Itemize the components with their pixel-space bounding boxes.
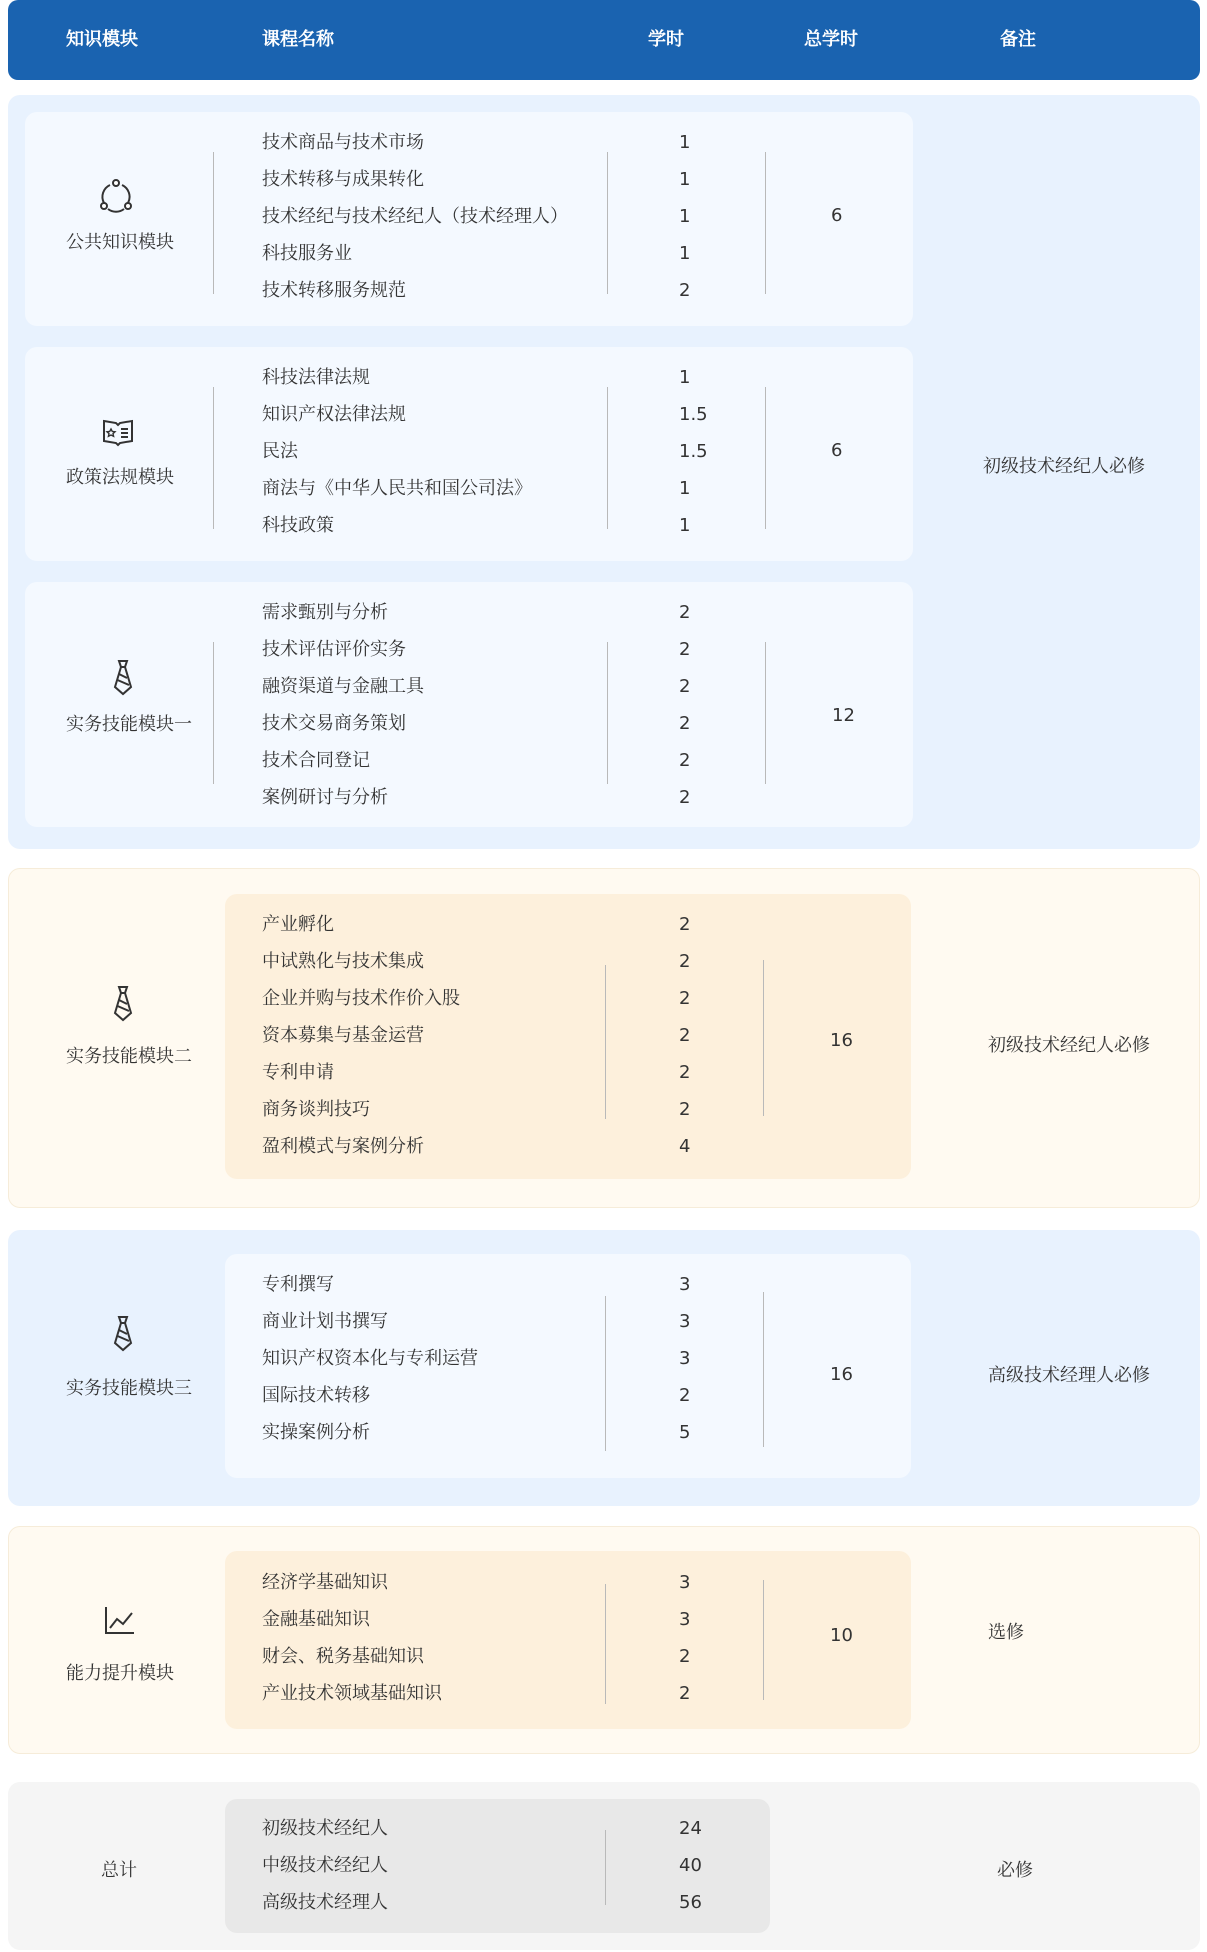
course-hours: 2 <box>679 1683 691 1704</box>
divider <box>765 152 766 294</box>
course-name: 融资渠道与金融工具 <box>262 676 424 697</box>
group-note: 选修 <box>988 1622 1024 1643</box>
course-name: 技术交易商务策划 <box>262 713 406 734</box>
law-book-icon <box>98 411 138 451</box>
course-hours: 2 <box>679 1099 691 1120</box>
course-hours: 2 <box>679 988 691 1009</box>
divider <box>213 387 214 529</box>
course-hours: 2 <box>679 1062 691 1083</box>
course-name: 技术经纪与技术经纪人（技术经理人） <box>262 206 568 227</box>
divider <box>765 642 766 784</box>
course-name: 技术合同登记 <box>262 750 370 771</box>
divider <box>763 1580 764 1700</box>
divider <box>763 960 764 1116</box>
course-name: 产业技术领域基础知识 <box>262 1683 442 1704</box>
course-name: 知识产权资本化与专利运营 <box>262 1348 478 1369</box>
divider <box>605 1296 606 1451</box>
line-chart-icon <box>100 1601 140 1641</box>
module-total: 12 <box>832 705 855 726</box>
course-name: 高级技术经理人 <box>262 1892 388 1913</box>
course-hours: 1.5 <box>679 404 708 425</box>
course-name: 技术商品与技术市场 <box>262 132 424 153</box>
course-hours: 2 <box>679 280 691 301</box>
course-hours: 2 <box>679 951 691 972</box>
module-total: 16 <box>830 1030 853 1051</box>
divider <box>607 642 608 784</box>
course-name: 技术评估评价实务 <box>262 639 406 660</box>
group-note: 必修 <box>997 1860 1033 1881</box>
divider <box>605 1830 606 1905</box>
course-name: 商法与《中华人民共和国公司法》 <box>262 478 532 499</box>
course-name: 国际技术转移 <box>262 1385 370 1406</box>
course-hours: 2 <box>679 1646 691 1667</box>
network-cycle-icon <box>96 176 136 216</box>
course-hours: 1 <box>679 206 691 227</box>
course-hours: 3 <box>679 1348 691 1369</box>
header-module: 知识模块 <box>66 29 138 50</box>
course-name: 技术转移服务规范 <box>262 280 406 301</box>
course-name: 产业孵化 <box>262 914 334 935</box>
course-hours: 56 <box>679 1892 702 1913</box>
course-hours: 1 <box>679 169 691 190</box>
course-name: 商务谈判技巧 <box>262 1099 370 1120</box>
course-hours: 1 <box>679 132 691 153</box>
course-name: 科技法律法规 <box>262 367 370 388</box>
header-note: 备注 <box>1000 29 1036 50</box>
course-hours: 3 <box>679 1274 691 1295</box>
course-name: 科技政策 <box>262 515 334 536</box>
divider <box>605 965 606 1119</box>
divider <box>213 642 214 784</box>
header-hours: 学时 <box>648 29 684 50</box>
course-name: 商业计划书撰写 <box>262 1311 388 1332</box>
course-name: 盈利模式与案例分析 <box>262 1136 424 1157</box>
module-total: 16 <box>830 1364 853 1385</box>
course-hours: 24 <box>679 1818 702 1839</box>
module-name: 能力提升模块 <box>66 1663 174 1684</box>
course-hours: 2 <box>679 1385 691 1406</box>
summary-label: 总计 <box>101 1860 137 1881</box>
divider <box>607 387 608 529</box>
module-name: 政策法规模块 <box>66 467 174 488</box>
course-hours: 2 <box>679 602 691 623</box>
course-hours: 2 <box>679 676 691 697</box>
table-header <box>8 0 1200 80</box>
course-name: 金融基础知识 <box>262 1609 370 1630</box>
module-card-practice-1 <box>25 582 913 827</box>
course-name: 需求甄别与分析 <box>262 602 388 623</box>
module-card-policy <box>25 347 913 561</box>
course-hours: 2 <box>679 1025 691 1046</box>
course-hours: 4 <box>679 1136 691 1157</box>
course-name: 知识产权法律法规 <box>262 404 406 425</box>
module-total: 6 <box>831 440 843 461</box>
course-name: 技术转移与成果转化 <box>262 169 424 190</box>
course-hours: 2 <box>679 914 691 935</box>
course-name: 科技服务业 <box>262 243 352 264</box>
course-hours: 2 <box>679 713 691 734</box>
course-name: 中试熟化与技术集成 <box>262 951 424 972</box>
module-total: 10 <box>830 1625 853 1646</box>
tie-icon <box>103 1313 143 1353</box>
course-hours: 3 <box>679 1609 691 1630</box>
course-hours: 3 <box>679 1311 691 1332</box>
course-name: 经济学基础知识 <box>262 1572 388 1593</box>
module-total: 6 <box>831 205 843 226</box>
course-name: 初级技术经纪人 <box>262 1818 388 1839</box>
course-name: 中级技术经纪人 <box>262 1855 388 1876</box>
divider <box>607 152 608 294</box>
divider <box>765 387 766 529</box>
course-hours: 1.5 <box>679 441 708 462</box>
header-course: 课程名称 <box>262 29 334 50</box>
course-name: 案例研讨与分析 <box>262 787 388 808</box>
course-name: 民法 <box>262 441 298 462</box>
group-note: 高级技术经理人必修 <box>988 1365 1150 1386</box>
course-hours: 2 <box>679 639 691 660</box>
course-name: 企业并购与技术作价入股 <box>262 988 460 1009</box>
module-name: 公共知识模块 <box>66 232 174 253</box>
course-name: 专利撰写 <box>262 1274 334 1295</box>
course-name: 专利申请 <box>262 1062 334 1083</box>
course-hours: 2 <box>679 787 691 808</box>
course-hours: 1 <box>679 243 691 264</box>
course-hours: 40 <box>679 1855 702 1876</box>
module-name: 实务技能模块二 <box>66 1046 192 1067</box>
header-total: 总学时 <box>804 29 858 50</box>
course-hours: 1 <box>679 515 691 536</box>
tie-icon <box>103 983 143 1023</box>
course-hours: 5 <box>679 1422 691 1443</box>
divider <box>213 152 214 294</box>
group-note: 初级技术经纪人必修 <box>983 456 1145 477</box>
course-hours: 1 <box>679 367 691 388</box>
divider <box>605 1584 606 1704</box>
module-name: 实务技能模块一 <box>66 714 192 735</box>
course-hours: 2 <box>679 750 691 771</box>
divider <box>763 1292 764 1447</box>
tie-icon <box>103 657 143 697</box>
course-name: 资本募集与基金运营 <box>262 1025 424 1046</box>
group-note: 初级技术经纪人必修 <box>988 1035 1150 1056</box>
course-hours: 1 <box>679 478 691 499</box>
course-hours: 3 <box>679 1572 691 1593</box>
course-name: 实操案例分析 <box>262 1422 370 1443</box>
course-name: 财会、税务基础知识 <box>262 1646 424 1667</box>
module-name: 实务技能模块三 <box>66 1378 192 1399</box>
